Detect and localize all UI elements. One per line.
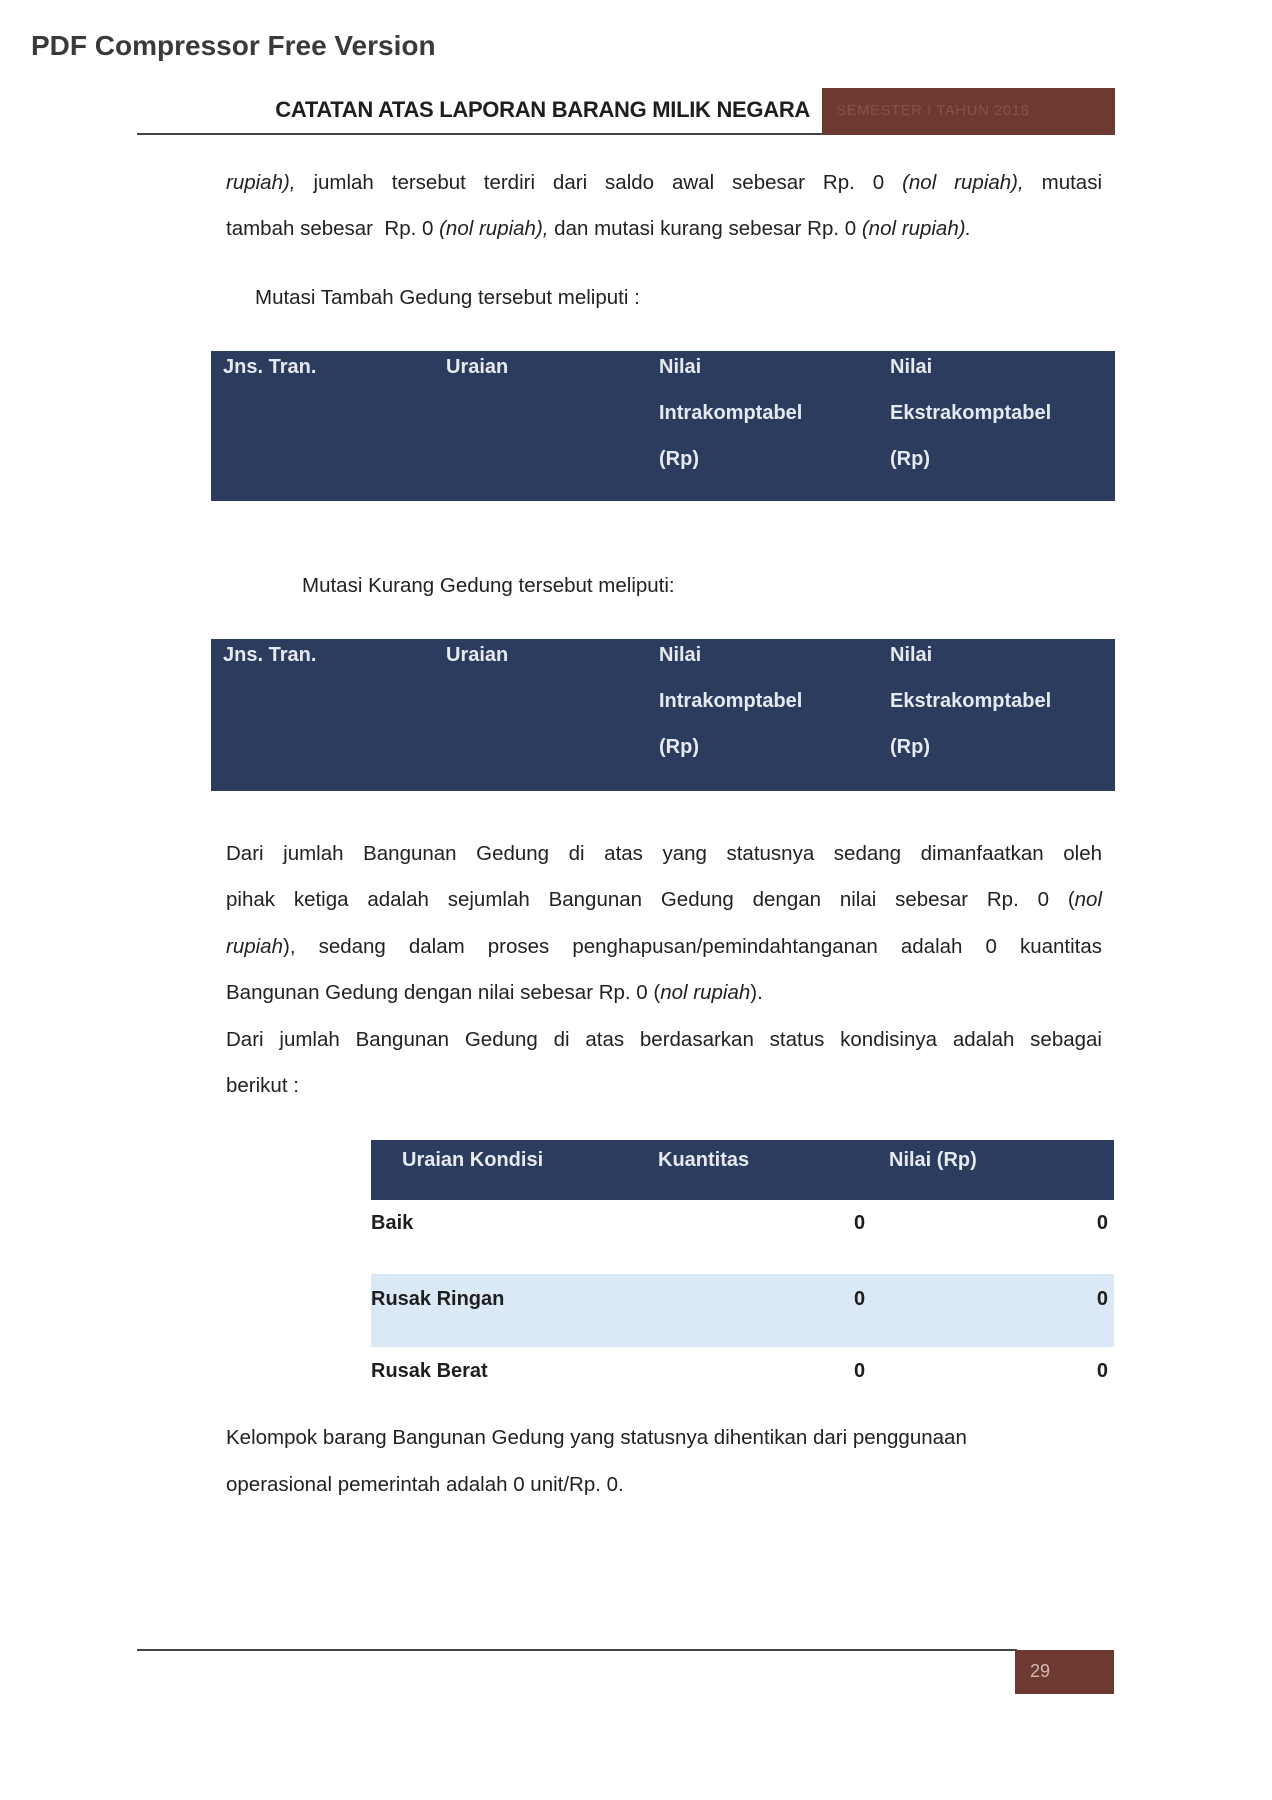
col-nilai-intra: (Rp) [659, 448, 699, 470]
text: tambah sebesar Rp. 0 [226, 217, 440, 240]
row-kuantitas: 0 [854, 1288, 866, 1310]
row-uraian: Rusak Ringan [371, 1288, 505, 1310]
paragraph-line [226, 1473, 1102, 1497]
col-nilai-intra: Intrakomptabel [659, 690, 803, 712]
col-nilai-ekstra: Ekstrakomptabel [890, 402, 1052, 424]
row-nilai: 0 [1096, 1288, 1108, 1310]
col-nilai-intra: Intrakomptabel [659, 402, 803, 424]
footer-rule [137, 1649, 1017, 1651]
paragraph-line [226, 171, 1102, 195]
text: Bangunan Gedung dengan nilai sebesar Rp. 0 ( [226, 981, 661, 1005]
col-uraian: Uraian [446, 644, 509, 666]
paragraph-line [226, 888, 1102, 912]
paragraph-line [226, 217, 1102, 241]
kondisi-table-header [371, 1140, 1114, 1200]
row-kuantitas: 0 [854, 1212, 866, 1234]
row-nilai: 0 [1096, 1360, 1108, 1382]
col-jns-tran: Jns. Tran. [223, 356, 317, 378]
header-period: SEMESTER I TAHUN 2018 [836, 102, 1030, 119]
col-jns-tran: Jns. Tran. [223, 644, 317, 666]
col-nilai-ekstra: (Rp) [890, 448, 930, 470]
italic-text: nol [1074, 888, 1102, 912]
row-nilai: 0 [1096, 1212, 1108, 1234]
paragraph-line [226, 1426, 1102, 1450]
table-row [371, 1348, 1114, 1418]
text: berikut : [226, 1074, 299, 1097]
italic-text: (nol rupiah), [902, 171, 1024, 194]
text: mutasi [1023, 171, 1103, 194]
italic-text: rupiah [226, 934, 283, 958]
paragraph-line [226, 1028, 1102, 1052]
italic-text: rupiah), [226, 171, 296, 194]
text: ), sedang dalam proses penghapusan/pemindahtanganan adalah 0 kuantitas [283, 934, 1102, 958]
text: operasional pemerintah adalah 0 unit/Rp. 0. [226, 1473, 624, 1496]
table-row [371, 1274, 1114, 1347]
text: Dari jumlah Bangunan Gedung di atas berdasarkan status kondisinya adalah sebagai [226, 1027, 1102, 1051]
page-number-box [1015, 1650, 1114, 1694]
row-kuantitas: 0 [854, 1360, 866, 1382]
col-uraian: Uraian [446, 356, 509, 378]
mutasi-kurang-table [211, 639, 1115, 791]
row-uraian: Baik [371, 1212, 414, 1234]
col-nilai-intra: (Rp) [659, 736, 699, 758]
col-uraian-kondisi: Uraian Kondisi [402, 1149, 544, 1171]
col-nilai-intra: Nilai [659, 356, 702, 378]
paragraph-line [226, 981, 1102, 1005]
header-period-box [822, 88, 1115, 135]
col-nilai-ekstra: Nilai [890, 644, 933, 666]
col-nilai-intra: Nilai [659, 644, 702, 666]
text: jumlah tersebut terdiri dari saldo awal sebesar Rp. 0 [295, 171, 903, 194]
col-nilai-ekstra: Nilai [890, 356, 933, 378]
header-rule [137, 133, 827, 135]
text: Kelompok barang Bangunan Gedung yang statusnya dihentikan dari penggunaan [226, 1426, 967, 1449]
italic-text: (nol rupiah). [861, 217, 972, 240]
text: pihak ketiga adalah sejumlah Bangunan Gedung dengan nilai sebesar Rp. 0 ( [226, 888, 1075, 912]
row-uraian: Rusak Berat [371, 1360, 488, 1382]
text: dan mutasi kurang sebesar Rp. 0 [548, 217, 862, 240]
document-header-title: CATATAN ATAS LAPORAN BARANG MILIK NEGARA [275, 97, 810, 122]
mutasi-kurang-caption: Mutasi Kurang Gedung tersebut meliputi: [302, 574, 675, 597]
mutasi-tambah-caption: Mutasi Tambah Gedung tersebut meliputi : [255, 286, 640, 309]
paragraph-line [226, 842, 1102, 866]
watermark-text: PDF Compressor Free Version [31, 30, 436, 61]
table-row [371, 1200, 1114, 1270]
col-nilai-ekstra: (Rp) [890, 736, 930, 758]
text: ). [750, 981, 763, 1005]
page-number: 29 [1030, 1661, 1051, 1681]
paragraph-line [226, 935, 1102, 959]
mutasi-tambah-table [211, 351, 1115, 501]
italic-text: (nol rupiah), [439, 217, 549, 240]
italic-text: nol rupiah [660, 981, 751, 1005]
col-nilai-ekstra: Ekstrakomptabel [890, 690, 1052, 712]
col-nilai: Nilai (Rp) [889, 1149, 977, 1171]
col-kuantitas: Kuantitas [658, 1149, 750, 1171]
text: Dari jumlah Bangunan Gedung di atas yang statusnya sedang dimanfaatkan oleh [226, 842, 1102, 865]
paragraph-line [226, 1074, 1102, 1098]
